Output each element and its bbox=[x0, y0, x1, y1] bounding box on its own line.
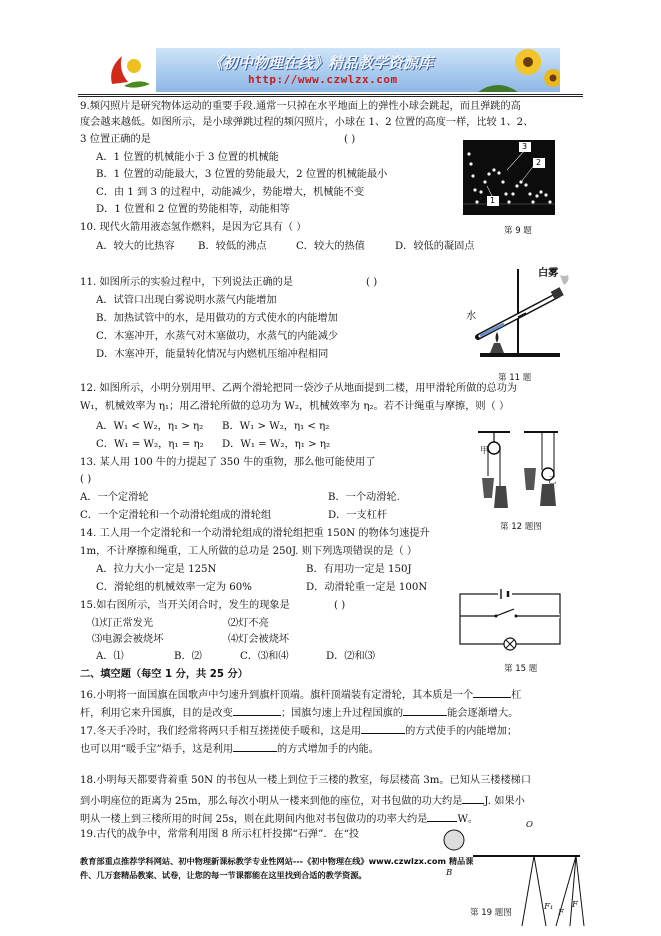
logo-sun bbox=[127, 59, 141, 73]
q17-text-4: 的方式增加手的内能。 bbox=[277, 744, 379, 755]
q17-line1 bbox=[80, 722, 517, 739]
person-jia bbox=[482, 478, 494, 498]
alcohol-lamp bbox=[490, 343, 504, 353]
q12-option-d: D．W₁ = W₂，η₁ > η₂ bbox=[222, 439, 331, 450]
q11-option-c: C．木塞冲开，水蒸气对木塞做功，水蒸气的内能减少 bbox=[96, 331, 339, 342]
banner-grass bbox=[478, 85, 518, 92]
q9-stem-line3: 3 位置正确的是 bbox=[80, 134, 151, 145]
q14-stem-line1: 14. 工人用一个定滑轮和一个动滑轮组成的滑轮组把重 150N 的物体匀速提升 bbox=[80, 528, 430, 539]
q14-option-d: D．动滑轮重一定是 100N bbox=[306, 582, 428, 593]
fulcrum-leg bbox=[522, 856, 534, 926]
person-yi bbox=[524, 468, 536, 490]
q12-pulley-diagram bbox=[476, 428, 566, 518]
q16-blank-1[interactable] bbox=[473, 686, 511, 698]
q16-text-3: 杆，利用它来升国旗，目的是改变 bbox=[80, 708, 233, 719]
q19-label-f2: F bbox=[558, 908, 564, 918]
q9-figure-caption: 第 9 题 bbox=[504, 226, 532, 236]
q11-option-b: B．加热试管中的水，是用做功的方式使水的内能增加 bbox=[96, 313, 338, 324]
q16-text-5: 能会逐渐增大。 bbox=[447, 708, 519, 719]
q18-line1: 18.小明每天都要背着重 50N 的书包从一楼上到位于三楼的教室，每层楼高 3m。已知从三楼楼梯口 bbox=[80, 775, 532, 786]
q11-label-water: 水 bbox=[466, 311, 477, 322]
q9-answer-paren: ( ) bbox=[344, 134, 356, 145]
q18-line3 bbox=[80, 810, 478, 827]
q10-option-a: A．较大的比热容 bbox=[96, 241, 175, 252]
fog-puff bbox=[560, 275, 569, 285]
q13-answer-paren: ( ) bbox=[80, 474, 92, 485]
q10-option-c: C．较大的热值 bbox=[296, 241, 365, 252]
q16-text-2: 杠 bbox=[511, 690, 522, 701]
q9-label-1: 1 bbox=[490, 196, 496, 205]
q9-option-a: A．1 位置的机械能小于 3 位置的机械能 bbox=[96, 152, 279, 163]
q15-item-4: ⑷灯会被烧坏 bbox=[228, 634, 290, 645]
lamp-flame bbox=[496, 332, 499, 343]
q18-text-1: 到小明座位的距离为 25m，那么每次小明从一楼来到他的座位，对书包做的功大约是 bbox=[80, 796, 463, 807]
q19-line1: 19.古代的战争中，常常利用图 8 所示杠杆投掷“石弹”．在“投 bbox=[80, 829, 360, 840]
q11-option-a: A．试管口出现白雾说明水蒸气内能增加 bbox=[96, 295, 277, 306]
q15-item-2: ⑵灯不亮 bbox=[228, 618, 269, 629]
q12-stem-line2: W₁，机械效率为 η₁；用乙滑轮所做的总功为 W₂，机械效率为 η₂。若不计绳重与摩擦，则（ ） bbox=[80, 401, 510, 412]
sandbag-jia bbox=[494, 486, 508, 508]
q11-apparatus-diagram bbox=[460, 265, 570, 365]
q13-option-b: B．一个动滑轮. bbox=[328, 492, 400, 503]
section-fill-blank-title: 二、填空题（每空 1 分，共 25 分） bbox=[80, 669, 248, 680]
q15-option-d: D．⑵和⑶ bbox=[326, 651, 375, 662]
q18-text-4: W。 bbox=[457, 814, 479, 825]
footer-line2: 件、几万套精品教案、试卷，让您的每一节课都能在这里找到合适的教学资源。 bbox=[80, 870, 367, 880]
q12-stem-line1: 12. 如图所示，小明分别用甲、乙两个滑轮把同一袋沙子从地面提到二楼，用甲滑轮所做的总功为 bbox=[80, 383, 518, 394]
q12-figure-caption: 第 12 题图 bbox=[500, 522, 542, 532]
q18-text-3: 明从一楼上到三楼所用的时间 25s，则在此期间内他对书包做功的功率大约是 bbox=[80, 814, 428, 825]
circuit-wire bbox=[460, 594, 560, 644]
q14-option-c: C．滑轮组的机械效率一定为 60% bbox=[96, 582, 252, 593]
q11-stem: 11. 如图所示的实验过程中，下列说法正确的是 bbox=[80, 277, 294, 288]
q11-option-d: D．木塞冲开，能量转化情况与内燃机压缩冲程相同 bbox=[96, 349, 329, 360]
q15-item-3: ⑶电源会被烧坏 bbox=[92, 634, 164, 645]
force-f3-line bbox=[576, 856, 584, 926]
q11-answer-paren: ( ) bbox=[366, 277, 378, 288]
q19-label-b: B bbox=[446, 868, 453, 878]
q18-line2 bbox=[80, 792, 525, 809]
q14-option-a: A．拉力大小一定是 125N bbox=[96, 564, 217, 575]
q15-option-b: B．⑵ bbox=[174, 651, 202, 662]
q9-option-b: B．1 位置的动能最大，3 位置的势能最大，2 位置的机械能最小 bbox=[96, 169, 388, 180]
q14-option-b: B．有用功一定是 150J bbox=[306, 564, 412, 575]
banner-title: 《初中物理在线》精品教学资源库 bbox=[208, 54, 434, 72]
q13-option-c: C．一个定滑轮和一个动滑轮组成的滑轮组 bbox=[80, 510, 272, 521]
q15-item-1: ⑴灯正常发光 bbox=[92, 618, 154, 629]
q18-text-2: J. 如果小 bbox=[484, 796, 525, 807]
header-rule bbox=[78, 96, 583, 97]
q16-blank-3[interactable] bbox=[403, 704, 447, 716]
q10-option-b: B．较低的沸点 bbox=[198, 241, 267, 252]
q15-option-c: C．⑶和⑷ bbox=[240, 651, 289, 662]
stone-projectile bbox=[444, 830, 464, 850]
footer-line1: 教育部重点推荐学科网站、初中物理新课标教学专业性网站---《初中物理在线》www.czwlzx.com 精品课 bbox=[80, 856, 474, 866]
q16-text-4: ；国旗匀速上升过程国旗的 bbox=[280, 708, 404, 719]
q19-label-f1: F₁ bbox=[544, 902, 554, 912]
q19-figure-caption: 第 19 题图 bbox=[470, 908, 512, 918]
q17-blank-1[interactable] bbox=[361, 722, 405, 734]
q18-blank-1[interactable] bbox=[462, 792, 484, 804]
q9-option-d: D．1 位置和 2 位置的势能相等，动能相等 bbox=[96, 204, 290, 215]
q9-strobe-photo bbox=[463, 140, 555, 215]
q10-stem: 10. 现代火箭用液态氢作燃料，是因为它具有（ ） bbox=[80, 222, 307, 233]
header-banner bbox=[98, 48, 560, 92]
q15-circuit-diagram bbox=[456, 588, 566, 654]
q15-stem: 15.如右图所示，当开关闭合时，发生的现象是 bbox=[80, 600, 290, 611]
q16-text-1: 16.小明将一面国旗在国歌声中匀速升到旗杆顶端。旗杆顶端装有定滑轮，其本质是一个 bbox=[80, 690, 474, 701]
q9-option-c: C．由 1 到 3 的过程中，动能减少，势能增大，机械能不变 bbox=[96, 187, 365, 198]
q9-stem-line1: 9.频闪照片是研究物体运动的重要手段.通常一只掉在水平地面上的弹性小球会跳起，而且弹跳的高 bbox=[80, 101, 521, 112]
q10-option-d: D．较低的凝固点 bbox=[395, 241, 475, 252]
q9-label-2: 2 bbox=[536, 158, 542, 167]
q16-blank-2[interactable] bbox=[233, 704, 281, 716]
q17-line2 bbox=[80, 740, 379, 757]
q12-label-yi: 乙 bbox=[548, 476, 557, 486]
q12-option-c: C．W₁ = W₂，η₁ = η₂ bbox=[96, 439, 204, 450]
q14-stem-line2: 1m，不计摩擦和绳重，工人所做的总功是 250J. 则下列选项错误的是（ ） bbox=[80, 546, 418, 557]
q9-label-3: 3 bbox=[522, 142, 528, 151]
q13-option-a: A．一个定滑轮 bbox=[80, 492, 149, 503]
q13-stem: 13. 某人用 100 牛的力提起了 350 牛的重物，那么他可能使用了 bbox=[80, 457, 376, 468]
q12-label-jia: 甲 bbox=[480, 446, 489, 456]
header-rule bbox=[78, 94, 583, 95]
tube-water bbox=[480, 324, 504, 336]
q17-text-1: 17.冬天手冷时，我们经常将两只手相互搓搓使手暖和，这是用 bbox=[80, 726, 362, 737]
q13-option-d: D．一支杠杆 bbox=[328, 510, 388, 521]
q16-line1 bbox=[80, 686, 521, 703]
q15-option-a: A．⑴ bbox=[96, 651, 124, 662]
q19-label-o: O bbox=[526, 820, 533, 830]
q9-stem-line2: 度会越来越低。如图所示，是小球弹跳过程的频闪照片，小球在 1、2 位置的高度一样，比较 1、2、 bbox=[80, 117, 534, 128]
q16-line2 bbox=[80, 704, 518, 721]
q12-option-b: B．W₁ > W₂，η₁ < η₂ bbox=[222, 421, 330, 432]
q11-figure-caption: 第 11 题 bbox=[498, 373, 532, 383]
q18-blank-2[interactable] bbox=[427, 810, 457, 822]
fixed-pulley bbox=[488, 442, 500, 454]
q15-answer-paren: ( ) bbox=[334, 600, 346, 611]
banner-url[interactable]: http://www.czwlzx.com bbox=[248, 73, 398, 86]
stand-base bbox=[480, 353, 560, 357]
q17-text-3: 也可以用“暖手宝”焐手，这是利用 bbox=[80, 744, 234, 755]
q17-text-2: 的方式使手的内能增加； bbox=[405, 726, 518, 737]
q19-label-f3: F bbox=[572, 900, 578, 910]
bounce-trail bbox=[463, 140, 555, 215]
q11-label-fog: 白雾 bbox=[538, 267, 559, 279]
q17-blank-2[interactable] bbox=[233, 740, 277, 752]
q12-option-a: A．W₁ < W₂，η₁ > η₂ bbox=[96, 421, 204, 432]
q15-figure-caption: 第 15 题 bbox=[504, 664, 538, 674]
fulcrum-leg bbox=[534, 856, 546, 926]
